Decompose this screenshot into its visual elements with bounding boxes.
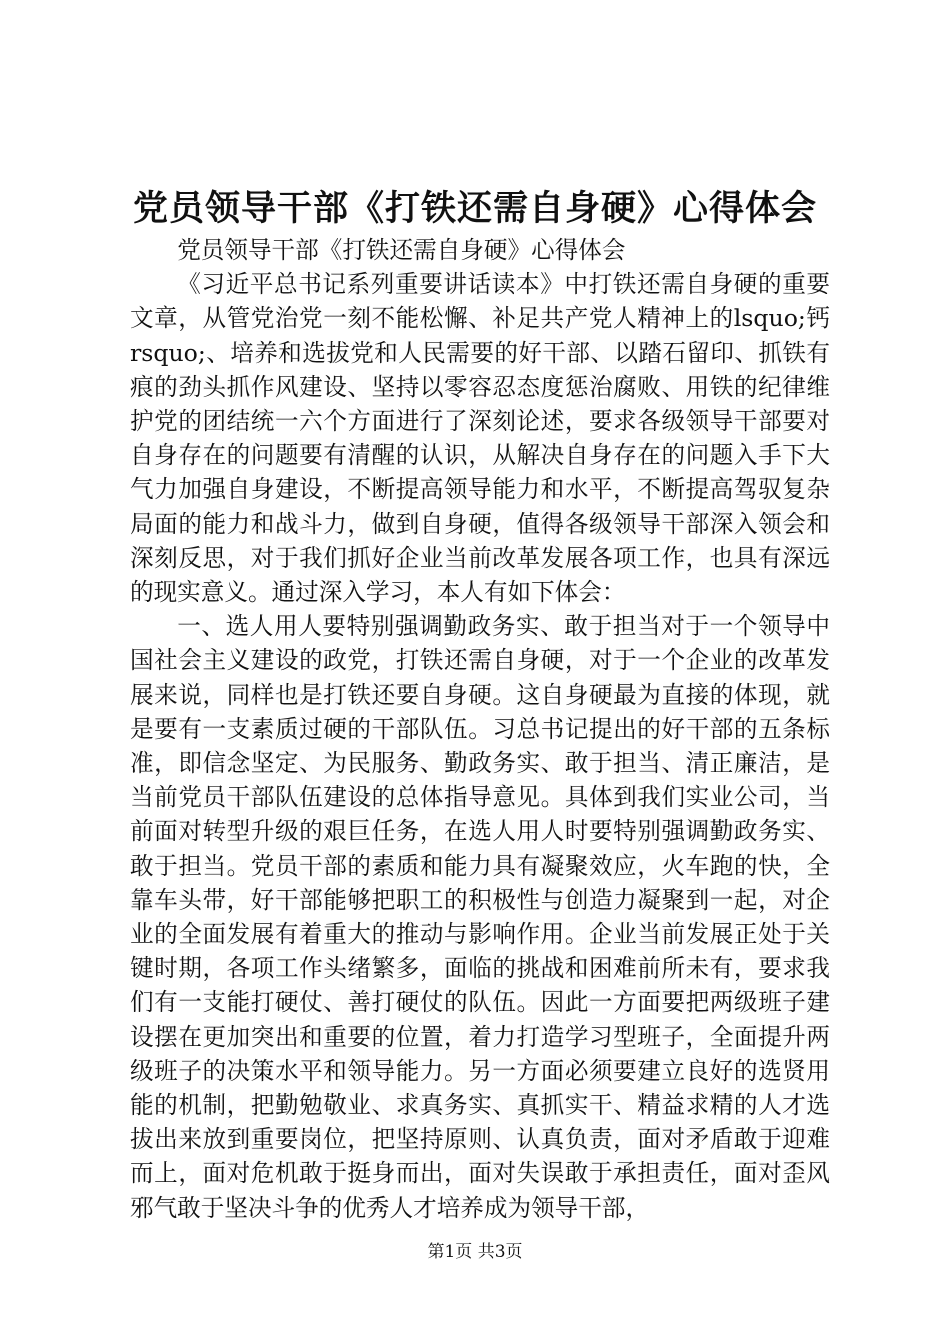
document-title: 党员领导干部《打铁还需自身硬》心得体会: [132, 188, 817, 229]
body-paragraph-intro: 《习近平总书记系列重要讲话读本》中打铁还需自身硬的重要文章，从管党治党一刻不能松懈、补足共产党人精神上的lsquo;钙rsquo;、培养和选拔党和人民需要的好干部、以踏石留印、抓铁有痕的劲头抓作风建设、坚持以零容忍态度惩治腐败、用铁的纪律维护党的团结统一六个方面进行了深刻论述，要求各级领导干部要对自身存在的问题要有清醒的认识，从解决自身存在的问题入手下大气力加强自身建设，不断提高领导能力和水平，不断提高驾驭复杂局面的能力和战斗力，做到自身硬，值得各级领导干部深入领会和深刻反思，对于我们抓好企业当前改革发展各项工作，也具有深远的现实意义。通过深入学习，本人有如下体会：: [130, 270, 830, 607]
page-number-footer: 第1页 共3页: [427, 1242, 523, 1262]
document-body: [130, 233, 830, 1225]
body-paragraph-point-one: 一、选人用人要特别强调勤政务实、敢于担当对于一个领导中国社会主义建设的政党，打铁还需自身硬，对于一个企业的改革发展来说，同样也是打铁还要自身硬。这自身硬最为直接的体现，就是要有一支素质过硬的干部队伍。习总书记提出的好干部的五条标准，即信念坚定、为民服务、勤政务实、敢于担当、清正廉洁，是当前党员干部队伍建设的总体指导意见。具体到我们实业公司，当前面对转型升级的艰巨任务，在选人用人时要特别强调勤政务实、敢于担当。党员干部的素质和能力具有凝聚效应，火车跑的快，全靠车头带，好干部能够把职工的积极性与创造力凝聚到一起，对企业的全面发展有着重大的推动与影响作用。企业当前发展正处于关键时期，各项工作头绪繁多，面临的挑战和困难前所未有，要求我们有一支能打硬仗、善打硬仗的队伍。因此一方面要把两级班子建设摆在更加突出和重要的位置，着力打造学习型班子，全面提升两级班子的决策水平和领导能力。另一方面必须要建立良好的选贤用能的机制，把勤勉敬业、求真务实、真抓实干、精益求精的人才选拔出来放到重要岗位，把坚持原则、认真负责，面对矛盾敢于迎难而上，面对危机敢于挺身而出，面对失误敢于承担责任，面对歪风邪气敢于坚决斗争的优秀人才培养成为领导干部，: [130, 612, 830, 1222]
body-paragraph-subtitle: 党员领导干部《打铁还需自身硬》心得体会: [177, 236, 626, 264]
